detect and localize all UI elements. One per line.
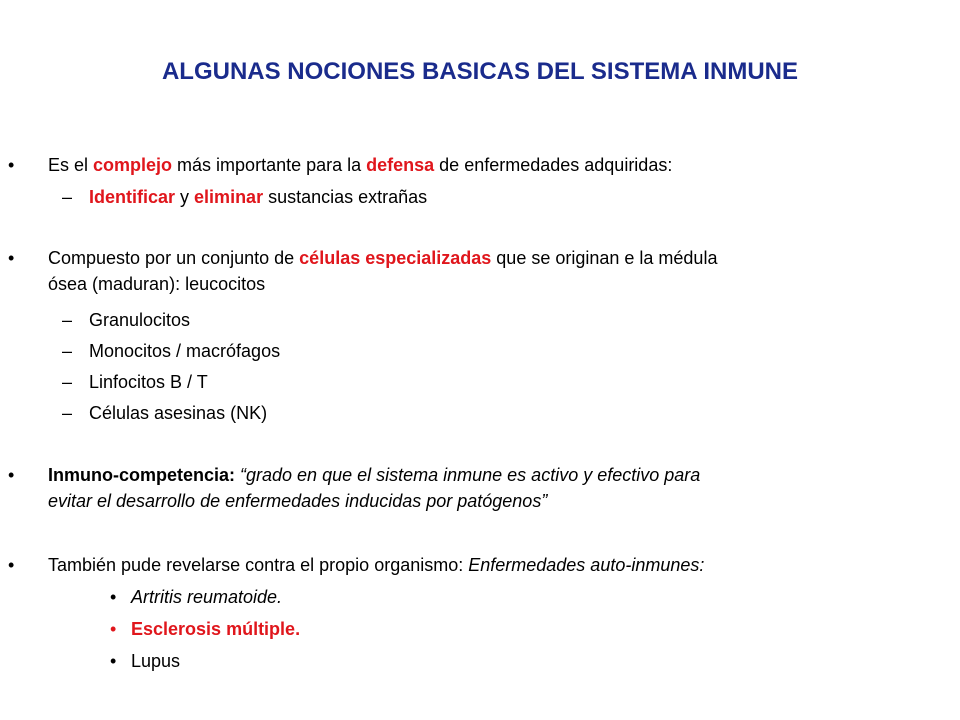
highlight-defensa: defensa	[366, 155, 435, 175]
bullet-marker: •	[8, 465, 15, 485]
list-item: Lupus	[131, 651, 181, 671]
slide-title: ALGUNAS NOCIONES BASICAS DEL SISTEMA INMUNE	[161, 58, 799, 85]
highlight-complejo: complejo	[93, 155, 173, 175]
bullet-marker: •	[8, 155, 15, 175]
sub-bullet-marker: •	[110, 619, 117, 639]
bullet-2-text-line1: Compuesto por un conjunto de células especializadas que se originan e la médula	[48, 248, 718, 268]
list-item: Monocitos / macrófagos	[89, 341, 281, 361]
bullet-4-text: También pude revelarse contra el propio organismo: Enfermedades auto-inmunes:	[48, 555, 705, 575]
bullet-1-text: Es el complejo más importante para la defensa de enfermedades adquiridas:	[48, 155, 673, 175]
list-item: Esclerosis múltiple.	[131, 619, 301, 639]
list-item: Células asesinas (NK)	[89, 403, 268, 423]
dash-marker: –	[62, 372, 73, 392]
list-item: Granulocitos	[89, 310, 191, 330]
dash-marker: –	[62, 187, 73, 207]
sub-bullet-marker: •	[110, 651, 117, 671]
list-item: Linfocitos B / T	[89, 372, 208, 392]
highlight-identificar: Identificar	[89, 187, 176, 207]
bullet-1-sub-text: Identificar y eliminar sustancias extrañas	[89, 187, 428, 207]
dash-marker: –	[62, 310, 73, 330]
sub-bullet-marker: •	[110, 587, 117, 607]
highlight-celulas-especializadas: células especializadas	[299, 248, 492, 268]
bullet-marker: •	[8, 248, 15, 268]
term-inmuno-competencia: Inmuno-competencia:	[48, 465, 236, 485]
dash-marker: –	[62, 341, 73, 361]
list-item: Artritis reumatoide.	[131, 587, 283, 607]
bullet-3-text-line1: Inmuno-competencia: “grado en que el sistema inmune es activo y efectivo para	[48, 465, 701, 485]
bullet-3-text-line2: evitar el desarrollo de enfermedades inducidas por patógenos”	[48, 491, 548, 511]
bullet-marker: •	[8, 555, 15, 575]
dash-marker: –	[62, 403, 73, 423]
highlight-eliminar: eliminar	[194, 187, 264, 207]
bullet-2-text-line2: ósea (maduran): leucocitos	[48, 274, 266, 294]
